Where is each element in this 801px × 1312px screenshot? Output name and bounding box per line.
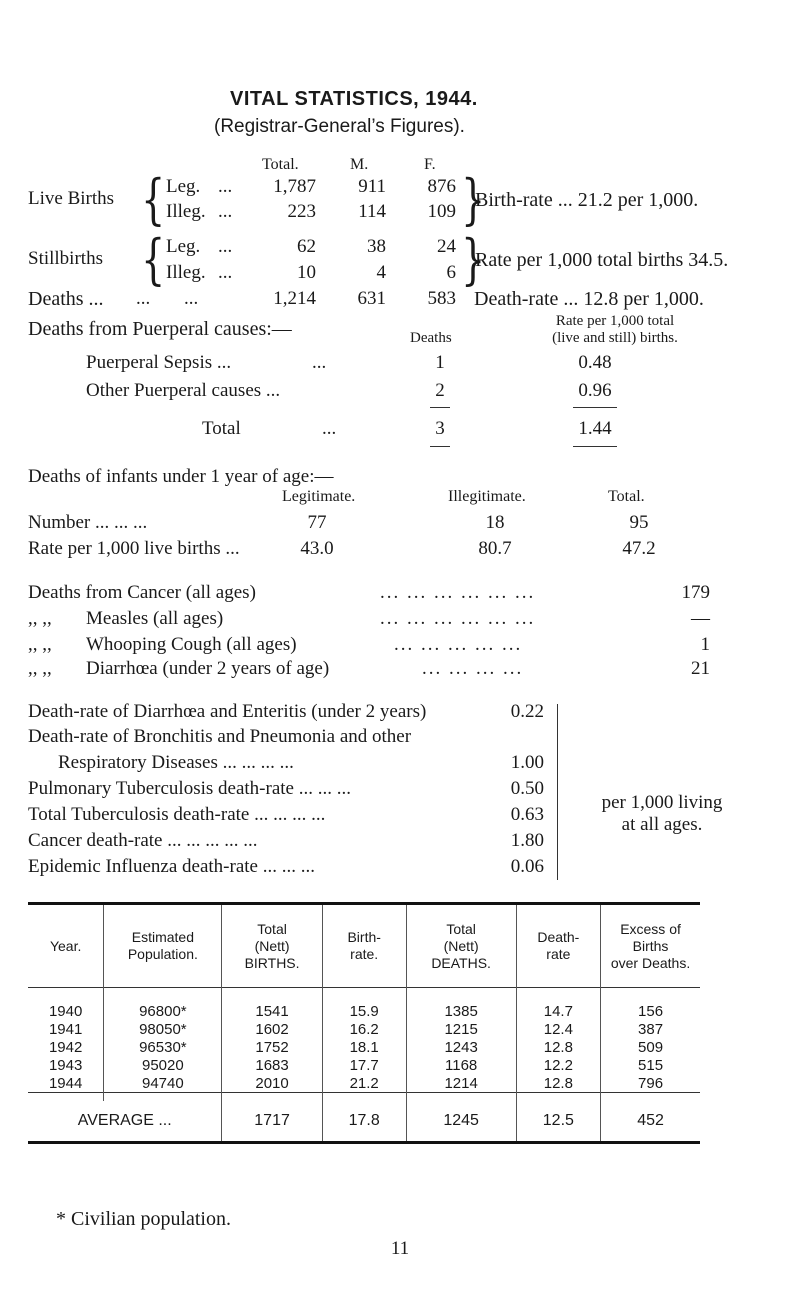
bracket-line (557, 704, 558, 880)
page-title: VITAL STATISTICS, 1944. (230, 88, 478, 110)
births-cell: 1602 (222, 1020, 322, 1038)
still-leg-m: 38 (367, 236, 386, 257)
dots: ... (218, 236, 233, 257)
birth-rate-cell: 21.2 (322, 1074, 406, 1093)
still-leg-label: Leg. (166, 236, 201, 257)
live-leg-f: 876 (427, 176, 456, 197)
year-header: Year. (28, 904, 104, 988)
population-cell: 98050* (104, 1020, 222, 1038)
year-cell: 1940 (48, 1002, 83, 1020)
still-illeg-label: Illeg. (166, 262, 206, 283)
puerperal-row-label: Puerperal Sepsis ... (86, 352, 232, 373)
divider (430, 446, 450, 447)
page-number: 11 (390, 1238, 410, 1259)
still-illeg-m: 4 (376, 262, 386, 283)
ditto-mark: ,, ,, (28, 608, 52, 629)
yearly-statistics-table (28, 902, 700, 1144)
dots: ... (312, 352, 327, 373)
year-cell: 1944 (48, 1074, 83, 1092)
rate-value: 0.06 (510, 856, 544, 877)
cause-value: 179 (681, 582, 710, 603)
excess-cell: 515 (601, 1056, 700, 1074)
rate-label: Death-rate of Bronchitis and Pneumonia and other (28, 726, 412, 747)
puerperal-rate-header-2: (live and still) births. (552, 330, 678, 346)
still-illeg-total: 10 (297, 262, 316, 283)
dots: ... ... ... ... (422, 658, 524, 679)
deaths-cell: 1214 (406, 1074, 516, 1093)
live-illeg-m: 114 (358, 201, 386, 222)
table-row (28, 1038, 700, 1056)
year-cell: 1942 (48, 1038, 83, 1056)
cause-label: Whooping Cough (all ages) (86, 634, 297, 655)
rate-label: Death-rate of Diarrhœa and Enteritis (under 2 years) (28, 701, 427, 722)
deaths-cell: 1385 (406, 1002, 516, 1020)
death-rate-cell: 12.8 (516, 1038, 600, 1056)
puerperal-heading: Deaths from Puerperal causes:— (28, 318, 292, 340)
ditto-mark: ,, ,, (28, 658, 52, 679)
deaths-label: Deaths ... (28, 288, 104, 310)
infants-col-illegitimate: Illegitimate. (448, 488, 526, 505)
rate-label: Total Tuberculosis death-rate ... ... ... ... (28, 804, 326, 825)
infants-heading: Deaths of infants under 1 year of age:— (28, 466, 334, 487)
dots: ... ... ... ... ... ... (380, 582, 536, 603)
table-header-row (28, 904, 700, 988)
births-header: Total (Nett) BIRTHS. (222, 904, 322, 988)
left-brace-icon: { (141, 228, 166, 291)
year-cell: 1943 (48, 1056, 83, 1074)
death-rate-header: Death- rate (516, 904, 600, 988)
puerperal-total-label: Total (202, 418, 241, 439)
puerperal-row-rate: 0.96 (578, 380, 612, 401)
infants-col-legitimate: Legitimate. (282, 488, 356, 505)
dots: ... (184, 288, 199, 309)
cause-value: 21 (691, 658, 710, 679)
table-row (28, 1074, 700, 1093)
infants-row-total: 95 (629, 512, 649, 533)
cause-value: 1 (700, 634, 710, 655)
birth-rate-cell: 15.9 (322, 1002, 406, 1020)
births-cell: 1752 (222, 1038, 322, 1056)
live-illeg-label: Illeg. (166, 201, 206, 222)
puerperal-row-deaths: 2 (435, 380, 445, 401)
dots: ... (218, 176, 233, 197)
divider (430, 407, 450, 408)
births-cell: 1683 (222, 1056, 322, 1074)
birth-rate-cell: 16.2 (322, 1020, 406, 1038)
rate-label: Epidemic Influenza death-rate ... ... ... (28, 856, 315, 877)
infants-row-label: Number ... ... ... (28, 512, 148, 533)
puerperal-row-label: Other Puerperal causes ... (86, 380, 281, 401)
birth-rate-cell: 18.1 (322, 1038, 406, 1056)
rate-value: 1.80 (510, 830, 544, 851)
col-m-header: M. (350, 156, 369, 173)
births-cell: 1541 (222, 1002, 322, 1020)
table-row (28, 1002, 700, 1020)
average-deaths: 1245 (406, 1101, 516, 1143)
live-illeg-total: 223 (287, 201, 316, 222)
table-row (28, 1056, 700, 1074)
infants-row-legitimate: 43.0 (300, 538, 334, 559)
average-excess: 452 (601, 1101, 700, 1143)
cause-value: — (691, 608, 710, 629)
average-label: AVERAGE ... (28, 1101, 222, 1143)
rate-value: 1.00 (510, 752, 544, 773)
live-births-label: Live Births (28, 188, 115, 209)
dots: ... (218, 201, 233, 222)
stillbirths-label: Stillbirths (28, 248, 103, 269)
cause-label: Diarrhœa (under 2 years of age) (86, 658, 330, 679)
average-births: 1717 (222, 1101, 322, 1143)
death-rate-cell: 12.2 (516, 1056, 600, 1074)
infants-row-total: 47.2 (622, 538, 656, 559)
puerperal-deaths-header: Deaths (410, 330, 452, 346)
infants-row-illegitimate: 18 (485, 512, 505, 533)
deaths-cell: 1168 (406, 1056, 516, 1074)
excess-cell: 509 (601, 1038, 700, 1056)
right-brace-icon: } (461, 228, 486, 291)
excess-cell: 156 (601, 1002, 700, 1020)
death-rate-cell: 14.7 (516, 1002, 600, 1020)
rates-note-1: per 1,000 living (601, 792, 723, 813)
dots: ... (136, 288, 151, 309)
still-leg-total: 62 (297, 236, 316, 257)
rate-value: 0.50 (510, 778, 544, 799)
dots: ... (322, 418, 337, 439)
divider (573, 446, 617, 447)
live-leg-m: 911 (358, 176, 386, 197)
dots: ... ... ... ... ... (394, 634, 523, 655)
births-cell: 2010 (222, 1074, 322, 1093)
live-leg-label: Leg. (166, 176, 201, 197)
col-f-header: F. (424, 156, 436, 173)
population-cell: 96800* (104, 1002, 222, 1020)
birth-rate-cell: 17.7 (322, 1056, 406, 1074)
birth-rate-text: Birth-rate ... 21.2 per 1,000. (475, 189, 699, 211)
puerperal-row-deaths: 1 (435, 352, 445, 373)
cause-label: Measles (all ages) (86, 608, 224, 629)
average-row (28, 1101, 700, 1143)
left-brace-icon: { (141, 168, 166, 231)
population-cell: 95020 (104, 1056, 222, 1074)
col-total-header: Total. (262, 156, 299, 173)
right-brace-icon: } (461, 168, 486, 231)
population-header: Estimated Population. (104, 904, 222, 988)
puerperal-total-rate: 1.44 (578, 418, 612, 439)
deaths-m: 631 (357, 288, 386, 309)
still-illeg-f: 6 (446, 262, 456, 283)
excess-cell: 796 (601, 1074, 700, 1093)
table-separator (28, 988, 700, 1003)
stillbirth-rate-text: Rate per 1,000 total births 34.5. (475, 249, 729, 271)
rate-value: 0.22 (510, 701, 544, 722)
infants-row-legitimate: 77 (307, 512, 327, 533)
excess-cell: 387 (601, 1020, 700, 1038)
puerperal-rate-header-1: Rate per 1,000 total (555, 313, 675, 329)
dots: ... ... ... ... ... ... (380, 608, 536, 629)
table-row (28, 1020, 700, 1038)
birth-rate-header: Birth- rate. (322, 904, 406, 988)
death-rate-cell: 12.4 (516, 1020, 600, 1038)
infants-row-label: Rate per 1,000 live births ... (28, 538, 240, 559)
deaths-cell: 1243 (406, 1038, 516, 1056)
table-separator (28, 1093, 700, 1102)
average-birth-rate: 17.8 (322, 1101, 406, 1143)
infants-row-illegitimate: 80.7 (478, 538, 512, 559)
deaths-total: 1,214 (273, 288, 316, 309)
dots: ... (218, 262, 233, 283)
rate-label: Cancer death-rate ... ... ... ... ... (28, 830, 258, 851)
rates-note-2: at all ages. (621, 814, 703, 835)
rate-label: Respiratory Diseases ... ... ... ... (58, 752, 294, 773)
ditto-mark: ,, ,, (28, 634, 52, 655)
average-death-rate: 12.5 (516, 1101, 600, 1143)
deaths-f: 583 (427, 288, 456, 309)
death-rate-cell: 12.8 (516, 1074, 600, 1093)
cause-label: Deaths from Cancer (all ages) (28, 582, 256, 603)
footnote: * Civilian population. (56, 1208, 231, 1230)
page-subtitle: (Registrar-General’s Figures). (214, 116, 465, 137)
live-illeg-f: 109 (427, 201, 456, 222)
excess-header: Excess of Births over Deaths. (601, 904, 700, 988)
population-cell: 94740 (104, 1074, 222, 1093)
deaths-header: Total (Nett) DEATHS. (406, 904, 516, 988)
death-rate-text: Death-rate ... 12.8 per 1,000. (474, 288, 704, 310)
population-cell: 96530* (104, 1038, 222, 1056)
infants-col-total: Total. (608, 488, 645, 505)
divider (573, 407, 617, 408)
live-leg-total: 1,787 (273, 176, 316, 197)
puerperal-total-deaths: 3 (435, 418, 445, 439)
puerperal-row-rate: 0.48 (578, 352, 612, 373)
rate-value: 0.63 (510, 804, 544, 825)
year-cell: 1941 (48, 1020, 83, 1038)
rate-label: Pulmonary Tuberculosis death-rate ... ... ... (28, 778, 351, 799)
deaths-cell: 1215 (406, 1020, 516, 1038)
still-leg-f: 24 (437, 236, 456, 257)
